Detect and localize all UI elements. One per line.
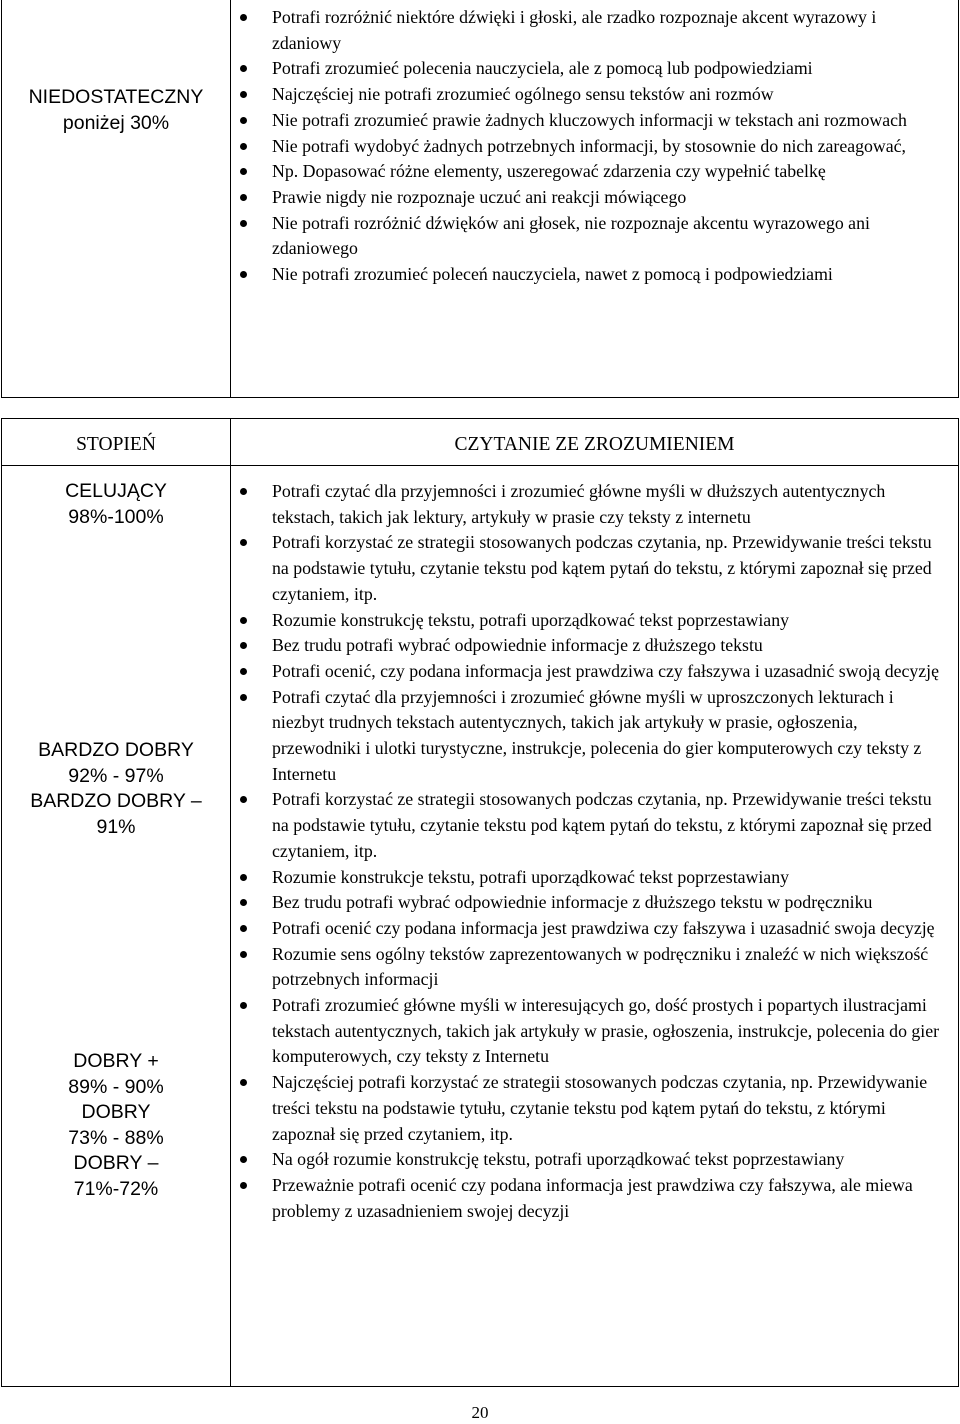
criterion-item: Bez trudu potrafi wybrać odpowiednie informacje z dłuższego tekstu <box>231 633 940 659</box>
grade-block-bardzo-dobry <box>2 738 230 840</box>
table-header-row <box>2 419 958 466</box>
grade-range: 71%-72% <box>73 1177 159 1200</box>
criterion-item: Potrafi czytać dla przyjemności i zrozumieć główne myśli w dłuższych autentycznych tekstach, takich jak lektury, artykuły w prasie czy teksty z internetu <box>231 479 940 530</box>
header-skill: CZYTANIE ZE ZROZUMIENIEM <box>454 434 735 455</box>
grade-name: BARDZO DOBRY – <box>30 790 202 812</box>
criterion-item: Potrafi zrozumieć polecenia nauczyciela, ale z pomocą lub podpowiedziami <box>231 56 940 82</box>
grade-range: poniżej 30% <box>62 111 170 134</box>
grade-name: DOBRY – <box>73 1152 159 1174</box>
criterion-item: Nie potrafi rozróżnić dźwięków ani głosek, nie rozpoznaje akcentu wyrazowego ani zdaniowego <box>231 211 940 262</box>
grade-name: BARDZO DOBRY <box>38 739 194 761</box>
grade-range: 73% - 88% <box>68 1126 164 1149</box>
criterion-item: Prawie nigdy nie rozpoznaje uczuć ani reakcji mówiącego <box>231 185 940 211</box>
criterion-item: Rozumie konstrukcję tekstu, potrafi uporządkować tekst poprzestawiany <box>231 608 940 634</box>
header-cell-skill <box>231 419 958 465</box>
page-number: 20 <box>471 1403 489 1422</box>
criterion-item: Najczęściej nie potrafi zrozumieć ogólnego sensu tekstów ani rozmów <box>231 82 940 108</box>
criterion-item: Bez trudu potrafi wybrać odpowiednie informacje z dłuższego tekstu w podręczniku <box>231 890 940 916</box>
grades-column <box>2 466 231 1386</box>
table-body-row <box>2 466 958 1386</box>
criterion-item: Rozumie sens ogólny tekstów zaprezentowanych w podręczniku i znaleźć w nich większość potrzebnych informacji <box>231 942 940 993</box>
grade-range: 89% - 90% <box>68 1075 164 1098</box>
criteria-cell-niedostateczny <box>231 0 958 397</box>
criterion-item: Potrafi ocenić, czy podana informacja jest prawdziwa czy fałszywa i uzasadnić swoją decyzję <box>231 659 940 685</box>
header-grade: STOPIEŃ <box>76 434 156 455</box>
criterion-item: Przeważnie potrafi ocenić czy podana informacja jest prawdziwa czy fałszywa, ale miewa problemy z uzasadnieniem swojej decyzji <box>231 1173 940 1224</box>
criterion-item: Najczęściej potrafi korzystać ze strategii stosowanych podczas czytania, np. Przewidywanie treści tekstu na podstawie tytułu, czytanie tekstu pod kątem pytań do tekstu, z którymi zapoznał się przed czytaniem, itp. <box>231 1070 940 1147</box>
grade-name: DOBRY <box>81 1101 151 1123</box>
criterion-item: Np. Dopasować różne elementy, uszeregować zdarzenia czy wypełnić tabelkę <box>231 159 940 185</box>
criterion-item: Na ogół rozumie konstrukcję tekstu, potrafi uporządkować tekst poprzestawiany <box>231 1147 940 1173</box>
header-cell-grade <box>2 419 231 465</box>
grade-name: CELUJĄCY <box>65 480 167 502</box>
criterion-item: Potrafi czytać dla przyjemności i zrozumieć główne myśli w uproszczonych lekturach i niezbyt trudnych tekstach autentycznych, takich jak artykuły w prasie, ogłoszenia, przewodniki i ulotki turystyczne, instrukcje, polecenia do gier komputerowych czy teksty z Internetu <box>231 685 940 788</box>
criterion-item: Nie potrafi zrozumieć poleceń nauczyciela, nawet z pomocą i podpowiedziami <box>231 262 940 288</box>
grade-block-celujacy <box>2 479 230 530</box>
criterion-item: Potrafi zrozumieć główne myśli w interesujących go, dość prostych i popartych ilustracjami tekstach autentycznych, takich jak artykuły w prasie, ogłoszenia, instrukcje, polecenia do gier komputerowych, czy teksty z Internetu <box>231 993 940 1070</box>
grade-block-dobry <box>2 1049 230 1202</box>
criterion-item: Nie potrafi wydobyć żadnych potrzebnych informacji, by stosownie do nich zareagować, <box>231 134 940 160</box>
grade-name: DOBRY + <box>73 1050 159 1072</box>
criterion-item: Rozumie konstrukcje tekstu, potrafi uporządkować tekst poprzestawiany <box>231 865 940 891</box>
reading-comprehension-table <box>1 418 959 1387</box>
criterion-item: Potrafi ocenić czy podana informacja jest prawdziwa czy fałszywa i uzasadnić swoja decyzję <box>231 916 940 942</box>
grade-range: 91% <box>96 815 136 838</box>
grade-name: NIEDOSTATECZNY <box>28 86 204 108</box>
criterion-item: Potrafi rozróżnić niektóre dźwięki i głoski, ale rzadko rozpoznaje akcent wyrazowy i zdaniowy <box>231 5 940 56</box>
criteria-list <box>231 479 940 1224</box>
grade-cell-niedostateczny <box>2 0 231 397</box>
grading-table-continued <box>1 0 959 398</box>
criterion-item: Potrafi korzystać ze strategii stosowanych podczas czytania, np. Przewidywanie treści tekstu na podstawie tytułu, czytanie tekstu pod kątem pytań do tekstu, z którymi zapoznał się przed czytaniem, itp. <box>231 787 940 864</box>
criterion-item: Nie potrafi zrozumieć prawie żadnych kluczowych informacji w tekstach ani rozmowach <box>231 108 940 134</box>
criteria-list <box>231 5 940 288</box>
criteria-column <box>231 466 958 1386</box>
criterion-item: Potrafi korzystać ze strategii stosowanych podczas czytania, np. Przewidywanie treści tekstu na podstawie tytułu, czytanie tekstu pod kątem pytań do tekstu, z którymi zapoznał się przed czytaniem, itp. <box>231 530 940 607</box>
grade-range: 92% - 97% <box>68 764 164 787</box>
grade-range: 98%-100% <box>68 505 164 528</box>
